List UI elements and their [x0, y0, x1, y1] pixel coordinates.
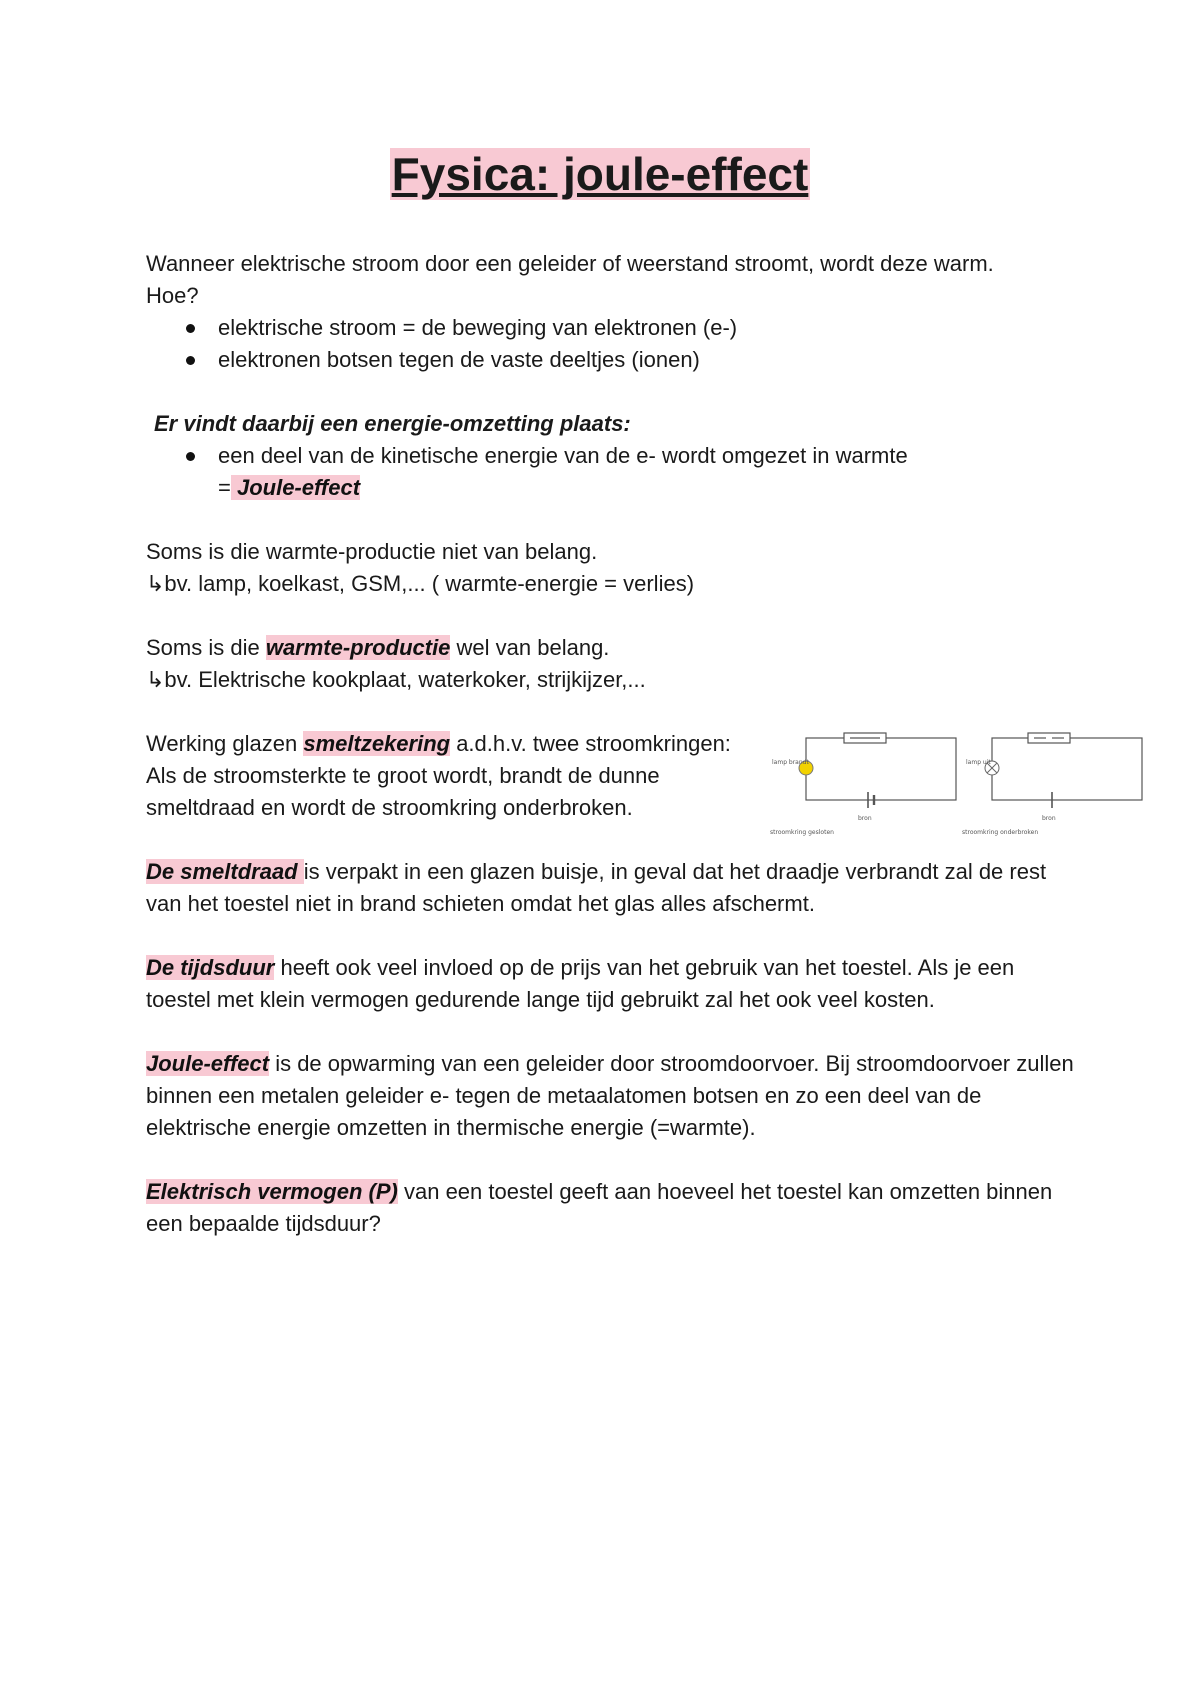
- tijdsduur-term: De tijdsduur: [146, 955, 275, 980]
- useful-text: [146, 632, 1076, 664]
- useful-example: ↳bv. Elektrische kookplaat, waterkoker, strijkijzer,...: [146, 667, 646, 692]
- source-label-right: bron: [1042, 815, 1056, 822]
- open-circuit: [992, 733, 1142, 808]
- duration-paragraph: [146, 952, 1076, 1016]
- circuit-diagram: [766, 730, 1146, 840]
- wire-paragraph: [146, 856, 1076, 920]
- list-item: [218, 440, 1076, 504]
- fuse-text: [146, 728, 736, 824]
- circuit-wire: [992, 738, 1142, 800]
- caption-left: stroomkring gesloten: [770, 829, 834, 836]
- fuse-explanation: Als de stroomsterkte te groot wordt, brandt de dunne smeltdraad en wordt de stroomkring onderbroken.: [146, 763, 660, 820]
- joule-text: is de opwarming van een geleider door stroomdoorvoer. Bij stroomdoorvoer zullen binnen een metalen geleider e- tegen de metaalatomen botsen en zo een deel van de elektrische energie omzetten in thermische energie (=warmte).: [146, 1051, 1074, 1140]
- intro-bullet-list: [146, 312, 1076, 376]
- conversion-heading: Er vindt daarbij een energie-omzetting plaats:: [154, 411, 631, 436]
- lamp-label-right: lamp uit: [966, 759, 991, 766]
- closed-circuit: [806, 733, 956, 808]
- smeltzekering-term: smeltzekering: [303, 731, 451, 756]
- joule-paragraph: [146, 1048, 1076, 1144]
- fuse-post: a.d.h.v. twee stroomkringen:: [450, 731, 731, 756]
- useful-post: wel van belang.: [450, 635, 610, 660]
- loss-text: Soms is die warmte-productie niet van belang.: [146, 539, 598, 564]
- fuse-section: [146, 728, 1076, 836]
- duration-text: heeft ook veel invloed op de prijs van het gebruik van het toestel. Als je een toestel met klein vermogen gedurende lange tijd gebruikt zal het ook veel kosten.: [146, 955, 1015, 1012]
- power-text: van een toestel geeft aan hoeveel het toestel kan omzetten binnen een bepaalde tijdsduur?: [146, 1179, 1053, 1236]
- vermogen-term: Elektrisch vermogen (P): [146, 1179, 398, 1204]
- useful-pre: Soms is die: [146, 635, 266, 660]
- wire-text: is verpakt in een glazen buisje, in geval dat het draadje verbrandt zal de rest van het toestel niet in brand schieten omdat het glas alles afschermt.: [146, 859, 1047, 916]
- circuit-diagram-svg: [766, 730, 1146, 840]
- loss-example: ↳bv. lamp, koelkast, GSM,... ( warmte-energie = verlies): [146, 571, 695, 596]
- list-item: elektronen botsen tegen de vaste deeltjes (ionen): [218, 344, 1076, 376]
- joule-effect-definition-term: Joule-effect: [146, 1051, 270, 1076]
- warmte-productie-term: warmte-productie: [265, 635, 451, 660]
- page-title: [0, 143, 1200, 205]
- source-label-left: bron: [858, 815, 872, 822]
- equals-sign: =: [218, 475, 231, 500]
- fuse-intro: [146, 728, 736, 760]
- question-text: Hoe?: [146, 283, 199, 308]
- document-body: [146, 248, 1076, 1240]
- lamp-label-left: lamp brandt: [772, 759, 809, 766]
- smeltdraad-term: De smeltdraad: [146, 859, 304, 884]
- circuit-wire: [806, 738, 956, 800]
- intro-text: Wanneer elektrische stroom door een geleider of weerstand stroomt, wordt deze warm.: [146, 251, 994, 276]
- conversion-text: een deel van de kinetische energie van de e- wordt omgezet in warmte: [218, 443, 908, 468]
- joule-effect-term: Joule-effect: [230, 475, 361, 500]
- fuse-pre: Werking glazen: [146, 731, 304, 756]
- title-text: Fysica: joule-effect: [391, 148, 809, 200]
- list-item: elektrische stroom = de beweging van elektronen (e-): [218, 312, 1076, 344]
- power-paragraph: [146, 1176, 1076, 1240]
- caption-right: stroomkring onderbroken: [962, 829, 1039, 836]
- conversion-bullet-list: [146, 440, 1076, 504]
